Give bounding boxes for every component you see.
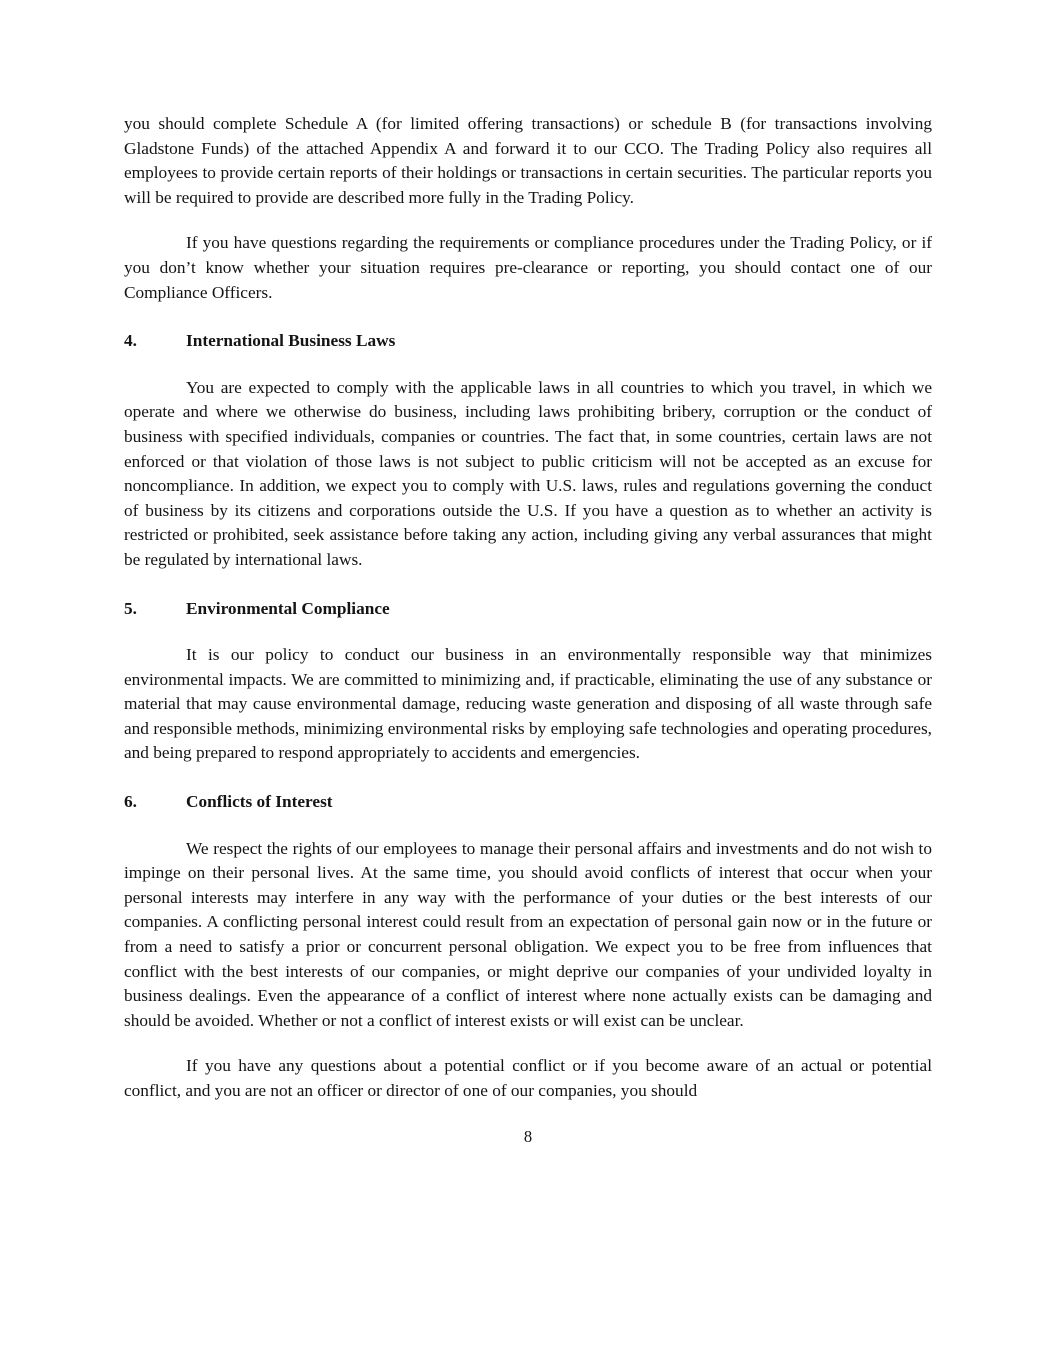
paragraph-potential-conflict-questions: If you have any questions about a potential conflict or if you become aware of an actual or potential conflict, and you are not an officer or director of one of our companies, you should [124, 1056, 932, 1100]
section-heading-conflicts-of-interest [124, 790, 932, 815]
section-number: 4. [124, 331, 137, 351]
paragraph-trading-policy-questions: If you have questions regarding the requirements or compliance procedures under the Trading Policy, or if you don’t know whether your situation requires pre-clearance or reporting, you should contact one of our Compliance Officers. [124, 233, 932, 302]
paragraph-environmental-compliance: It is our policy to conduct our business in an environmentally responsible way that minimizes environmental impacts. We are committed to minimizing and, if practicable, eliminating the use of any substance or material that may cause environmental damage, reducing waste generation and disposing of all waste through safe and responsible methods, minimizing environmental risks by employing safe technologies and operating procedures, and being prepared to respond appropriately to accidents and emergencies. [124, 645, 932, 763]
section-title: International Business Laws [186, 331, 396, 351]
section-title: Environmental Compliance [186, 598, 390, 618]
section-title: Conflicts of Interest [186, 792, 333, 812]
section-number: 5. [124, 598, 137, 618]
section-heading-international-business-laws [124, 329, 932, 354]
paragraph-conflicts-of-interest: We respect the rights of our employees to manage their personal affairs and investments and do not wish to impinge on their personal lives. At the same time, you should avoid conflicts of interest that occur when your personal interests may interfere in any way with the performance of your duties or the best interests of our companies. A conflicting personal interest could result from an expectation of personal gain now or in the future or from a need to satisfy a prior or concurrent personal obligation. We expect you to be free from influences that conflict with the best interests of our companies, or might deprive our companies of your undivided loyalty in business dealings. Even the appearance of a conflict of interest where none actually exists can be damaging and should be avoided. Whether or not a conflict of interest exists or will exist can be unclear. [124, 838, 932, 1030]
paragraph-trading-policy-continuation: you should complete Schedule A (for limited offering transactions) or schedule B (for transactions involving Gladstone Funds) of the attached Appendix A and forward it to our CCO. The Trading Policy also requires all employees to provide certain reports of their holdings or transactions in certain securities. The particular reports you will be required to provide are described more fully in the Trading Policy. [124, 114, 932, 207]
paragraph-international-business-laws: You are expected to comply with the applicable laws in all countries to which you travel, in which we operate and where we otherwise do business, including laws prohibiting bribery, corruption or the conduct of business with specified individuals, companies or countries. The fact that, in some countries, certain laws are not enforced or that violation of those laws is not subject to public criticism will not be accepted as an excuse for noncompliance. In addition, we expect you to comply with U.S. laws, rules and regulations governing the conduct of business by its citizens and corporations outside the U.S. If you have a question as to whether an activity is restricted or prohibited, seek assistance before taking any action, including giving any verbal assurances that might be regulated by international laws. [124, 377, 932, 569]
document-body [124, 112, 932, 1149]
section-number: 6. [124, 792, 137, 812]
page-number: 8 [523, 1126, 533, 1146]
section-heading-environmental-compliance [124, 597, 932, 622]
